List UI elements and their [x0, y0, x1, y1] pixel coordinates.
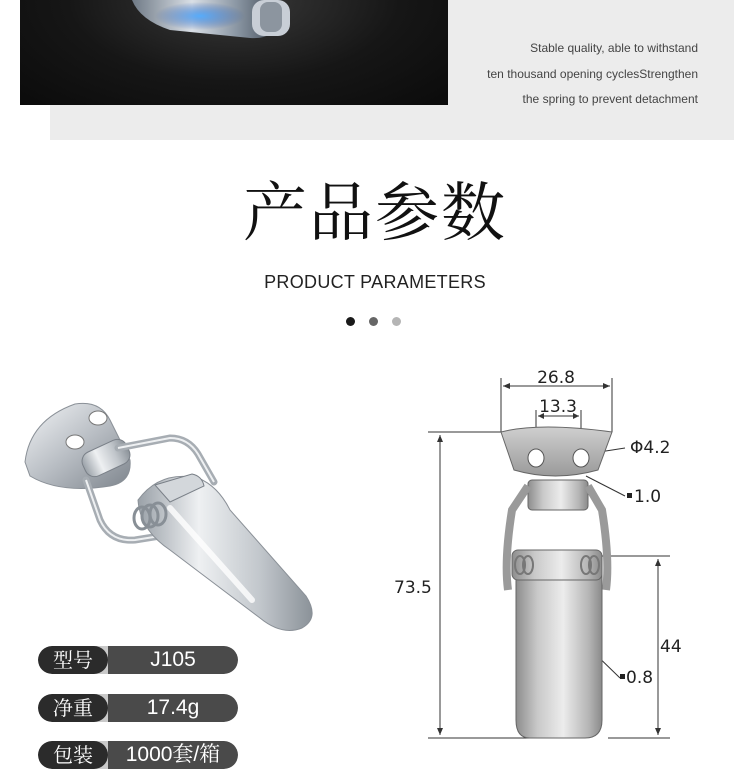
spec-row-model	[38, 646, 238, 674]
latch-product-image	[20, 390, 340, 640]
banner-photo	[20, 0, 448, 105]
banner-line-2: ten thousand opening cyclesStrengthen	[487, 66, 698, 81]
dim-hole-diameter: Φ4.2	[630, 438, 671, 458]
spec-value: 1000套/箱	[108, 741, 238, 769]
dim-hole-spacing: 13.3	[539, 397, 577, 417]
spec-value: 17.4g	[108, 694, 238, 722]
latch-closeup-image	[20, 0, 448, 105]
dim-lever-height: 44	[660, 637, 682, 657]
section-subtitle: PRODUCT PARAMETERS	[264, 272, 486, 292]
banner-line-3: the spring to prevent detachment	[522, 92, 698, 106]
dim-height-total: 73.5	[394, 578, 432, 598]
indicator-dot	[346, 317, 355, 326]
spec-label: 净重	[38, 694, 108, 722]
dim-plate-thickness: 0.8	[626, 668, 654, 688]
banner-line-1: Stable quality, able to withstand	[530, 41, 698, 55]
indicator-dot	[369, 317, 378, 326]
dim-bullet	[627, 493, 632, 498]
dim-width-total: 26.8	[537, 368, 575, 388]
section-indicator	[346, 317, 406, 327]
spec-label: 包装	[38, 741, 108, 769]
indicator-dot	[392, 317, 401, 326]
banner-description	[438, 36, 698, 113]
dim-wire-thickness: 1.0	[634, 487, 662, 507]
dimension-drawing	[380, 360, 750, 750]
spec-label: 型号	[38, 646, 108, 674]
dim-bullet	[620, 674, 625, 679]
section-title: 产品参数	[243, 177, 507, 251]
spec-row-weight	[38, 694, 238, 722]
spec-value: J105	[108, 646, 238, 674]
spec-row-packing	[38, 741, 238, 769]
